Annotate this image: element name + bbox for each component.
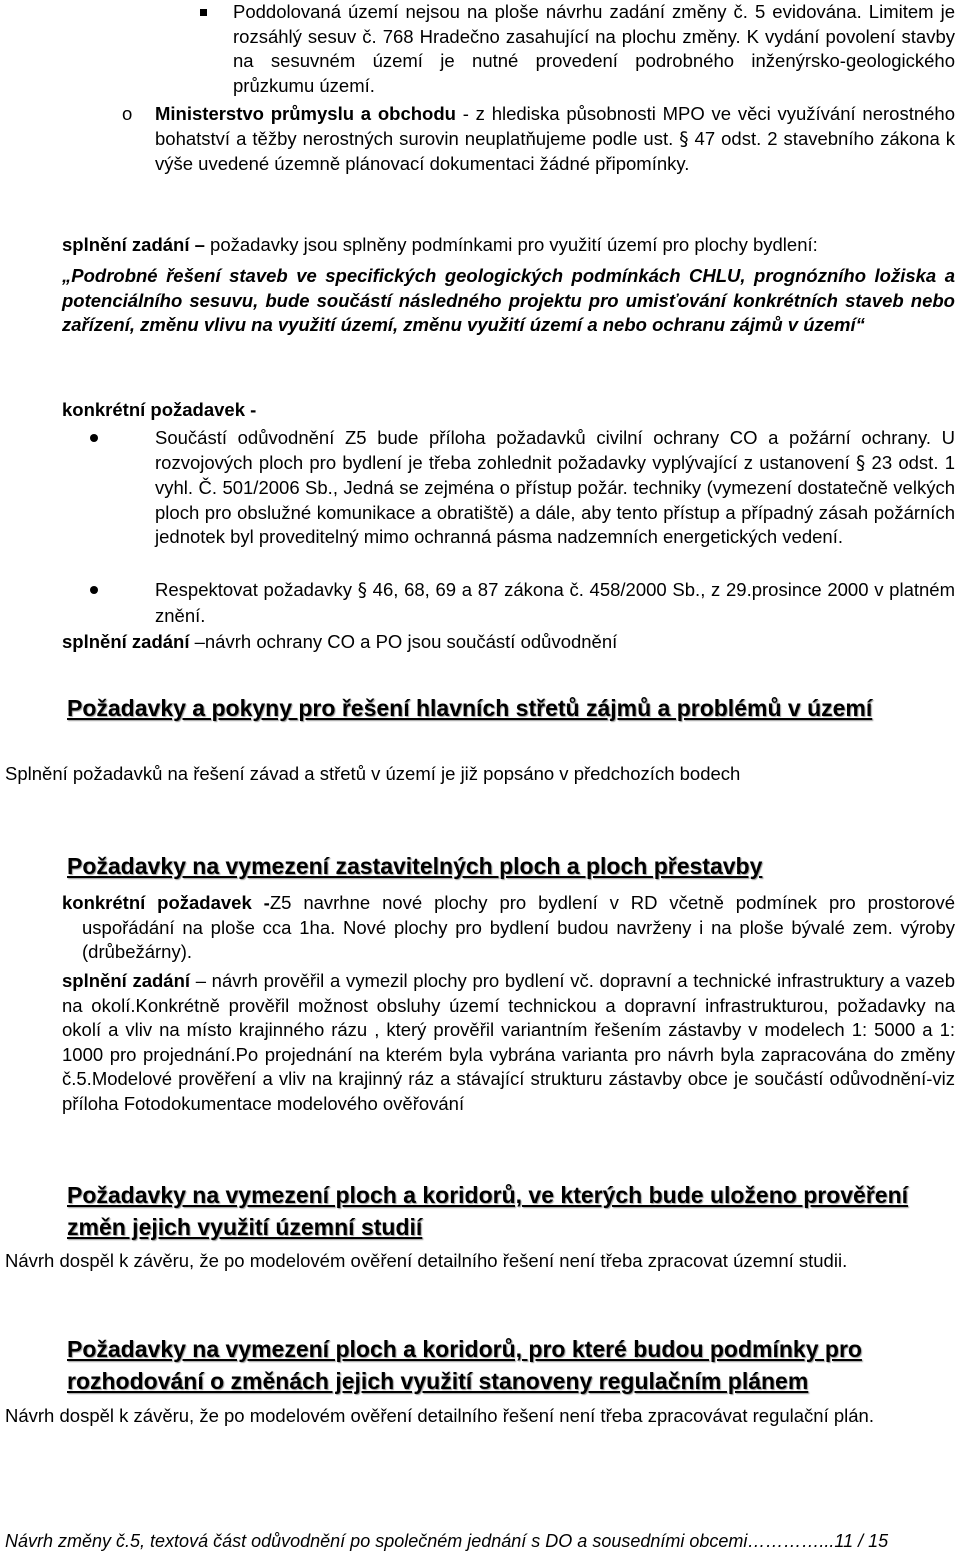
circle-bullet-icon: o — [122, 103, 133, 124]
fulfilment-label: splnění zadání – — [62, 234, 211, 255]
heading-4-8: Požadavky na vymezení ploch a koridorů, pro které budou podmínky pro rozhodování o změnách jejich využití stanoveny regulačním plánem — [5, 1333, 955, 1397]
section-sign: § — [856, 452, 866, 474]
heading-4-5: Požadavky a pokyny pro řešení hlavních střetů zájmů a problémů v území — [5, 692, 960, 724]
heading-4-7: Požadavky na vymezení ploch a koridorů, ve kterých bude uloženo prověření změn jejich využití územní studií — [5, 1179, 955, 1243]
section-sign: § — [679, 128, 689, 150]
heading-number — [5, 692, 67, 724]
section-4-6-requirement: konkrétní požadavek -Z5 navrhne nové plochy pro bydlení v RD včetně podmínek pro prostorové uspořádání na ploše cca 1ha. Nové plochy pro bydlení budou navrženy i na ploše bývalé zem. výroby (drůbežárny). — [62, 892, 955, 962]
section-4-7-text: Návrh dospěl k závěru, že po modelovém ověření detailního řešení není třeba zpracovat územní studii. — [5, 1250, 848, 1271]
section-4-6-fulfilment: splnění zadání – návrh prověřil a vymezil plochy pro bydlení vč. dopravní a technické infrastruktury a vazeb na okolí.Konkrétně prověřil možnost obsluhy území technickou a dopravní infrastrukturou, požadavky na okolí a vliv na místo krajinného rázu , který prověřil variantním řešením zástavby v modelech 1: 5000 a 1: 1000 pro projednání.Po projednání na kterém byla vybrána varianta pro návrh byla zapracována do změny č.5.Modelové prověření a vliv na krajinný ráz a stávající strukturu zástavby obce je součástí odůvodnění-viz příloha Fotodokumentace modelového ověřování — [62, 970, 955, 1114]
fulfilment-quote: „Podrobné řešení staveb ve specifických geologických podmínkách CHLU, prognózního ložiska a potenciálního sesuvu, bude součástí následného projektu pro umisťování konkrétních staveb nebo zařízení, změnu vlivu na využití území, změnu využití území a nebo ochranu zájmů v území“ — [62, 265, 955, 335]
mpo-label: Ministerstvo průmyslu a obchodu — [155, 103, 456, 124]
page-footer: Návrh změny č.5, textová část odůvodnění po společném jednání s DO a sousedními obcemi…………...11 / 15 — [5, 1531, 889, 1551]
heading-number — [5, 850, 67, 882]
square-bullet-icon — [200, 9, 207, 16]
section-4-8-text: Návrh dospěl k závěru, že po modelovém ověření detailního řešení není třeba zpracovávat regulační plán. — [5, 1405, 874, 1426]
fulfilment-line: splnění zadání – požadavky jsou splněny podmínkami pro využití území pro plochy bydlení: — [62, 234, 818, 255]
heading-number — [5, 1333, 67, 1365]
requirement-item-2: Respektovat požadavky § 46, 68, 69 a 87 zákona č. 458/2000 Sb., z 29.prosince 2000 v platném znění. — [155, 579, 955, 626]
requirement-item-1: Součástí odůvodnění Z5 bude příloha požadavků civilní ochrany CO a požární ochrany. U rozvojových ploch pro bydlení je třeba zohlednit požadavky vyplývající z ustanovení § 23 odst. 1 vyhl. Č. 501/2006 Sb., Jedná se zejména o přístup požár. techniky (vymezení dostatečně velkých ploch pro obslužné komunikace a obratiště) a dále, aby tento přístup a případný zásah požárních jednotek byl proveditelný mimo ochranná pásma nadzemních energetických vedení. — [155, 427, 955, 547]
section-sign: § — [357, 580, 367, 601]
requirement-fulfilment: splnění zadání –návrh ochrany CO a PO jsou součástí odůvodnění — [62, 631, 618, 652]
heading-number — [5, 1179, 67, 1211]
bullet-icon — [90, 586, 98, 594]
bullet-icon — [90, 434, 98, 442]
mpo-paragraph: Ministerstvo průmyslu a obchodu - z hlediska působnosti MPO ve věci využívání nerostného bohatství a těžby nerostných surovin neuplatňujeme podle ust. § 47 odst. 2 stavebního zákona k výše uvedené územně plánovací dokumentaci žádné připomínky. — [155, 103, 955, 174]
section-4-5-text: Splnění požadavků na řešení závad a střetů v území je již popsáno v předchozích bodech — [5, 763, 741, 784]
poddolovana-paragraph: Poddolovaná území nejsou na ploše návrhu zadání změny č. 5 evidována. Limitem je rozsáhlý sesuv č. 768 Hradečno zasahující na plochu změny. K vydání povolení stavby na sesuvném území je nutné provedení podrobného inženýrsko-geologického průzkumu území. — [233, 1, 955, 96]
heading-4-6: Požadavky na vymezení zastavitelných ploch a ploch přestavby — [5, 850, 960, 882]
requirement-label: konkrétní požadavek - — [62, 399, 257, 420]
